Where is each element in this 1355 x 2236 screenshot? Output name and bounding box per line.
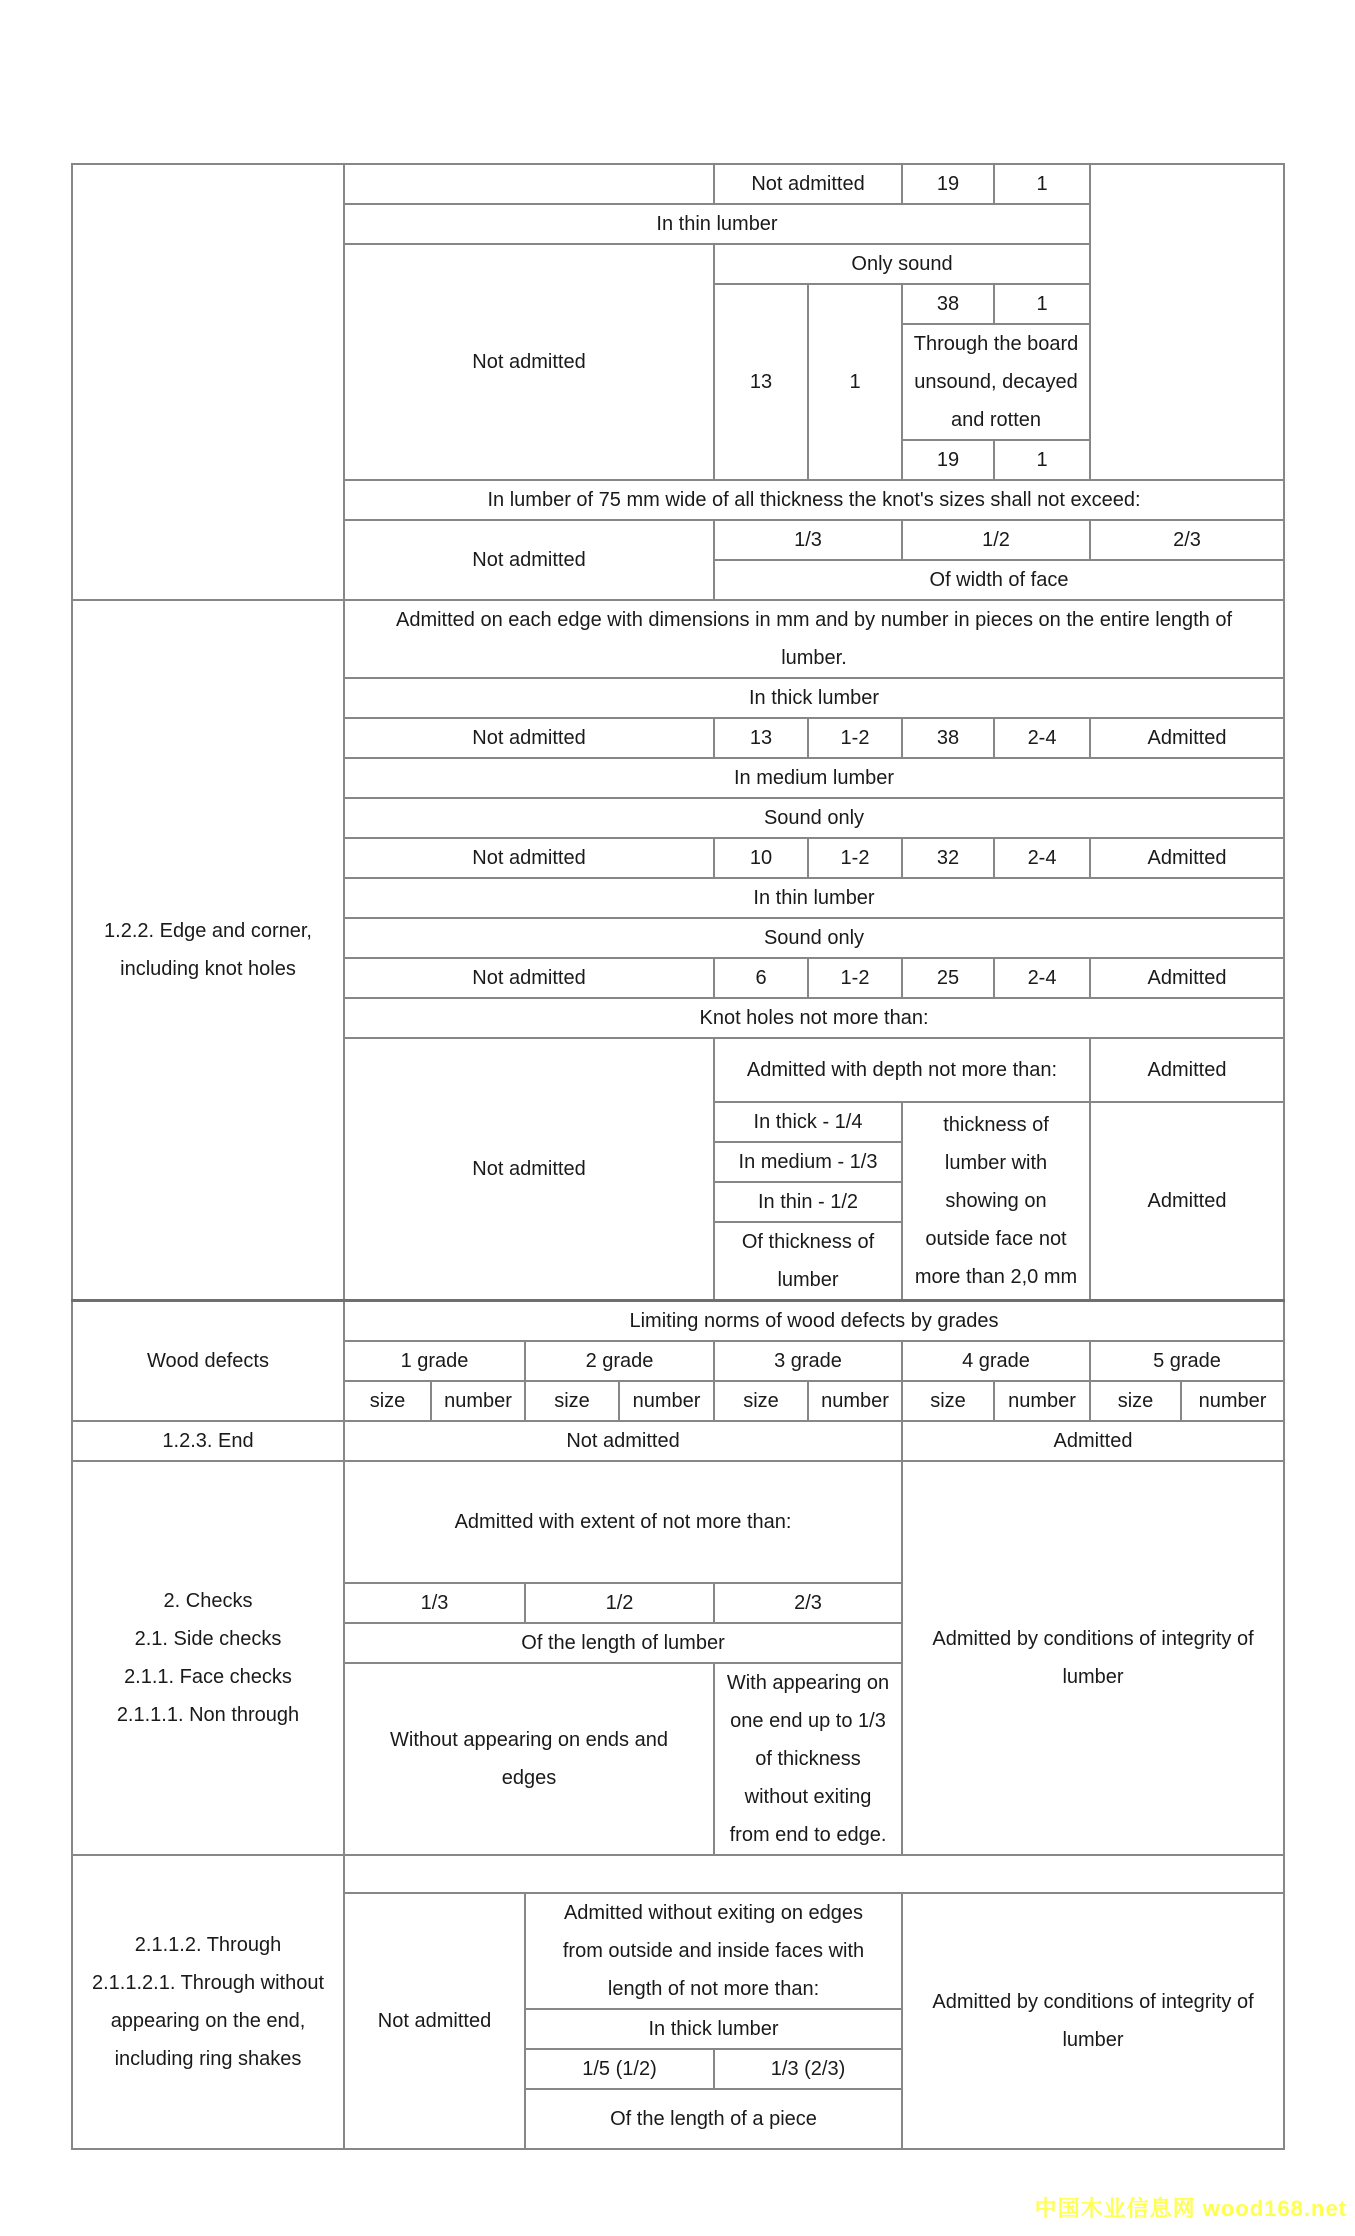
text-line: 2.1.1.2.1. Through without [91,1972,324,1994]
grade4-rotten-number-cell: 1 [994,440,1090,480]
through-intro-cell [525,1893,902,2009]
grade3-fraction-cell: 1/3 [714,520,902,560]
in-thick-lumber-header: In thick lumber [344,678,1284,718]
empty-row-cell [344,1855,1284,1893]
grade5-empty-cell [1090,164,1284,480]
size-header: size [902,1381,994,1421]
number-header: number [1181,1381,1284,1421]
text-line: appearing on the end, [110,2010,306,2032]
text-line: 1.2.2. Edge and corner, [104,920,312,942]
lumber-grading-table-container [71,163,1285,2130]
section-edge-corner-label-cell [72,600,344,1301]
of-thickness-cell [714,1222,902,1301]
text-line: 2.1. Side checks [134,1628,282,1650]
grade3-number-cell: 1-2 [808,718,902,758]
grade4-number-cell: 1 [994,164,1090,204]
note-75mm-cell: In lumber of 75 mm wide of all thickness the knot's sizes shall not exceed: [344,480,1284,520]
grade4-sound-size-cell: 38 [902,284,994,324]
text-line: Admitted on each edge with dimensions in mm and by number in pieces on the entire length of [395,609,1233,631]
text-line: 2. Checks [163,1590,253,1612]
text-line: including ring shakes [114,2048,302,2070]
not-admitted-cell: Not admitted [344,244,714,480]
text-line: 2.1.1.2. Through [134,1934,282,1956]
grade2-fraction-cell: 1/2 [525,1583,714,1623]
edge-corner-intro-cell [344,600,1284,678]
depth-thin-cell: In thin - 1/2 [714,1182,902,1222]
limiting-norms-header: Limiting norms of wood defects by grades [344,1301,1284,1342]
of-width-of-face-cell: Of width of face [714,560,1284,600]
number-header: number [431,1381,525,1421]
text-line: Admitted by conditions of integrity of [932,1628,1254,1650]
grade2-header: 2 grade [525,1341,714,1381]
size-header: size [525,1381,619,1421]
grade4-header: 4 grade [902,1341,1090,1381]
text-line: Admitted without exiting on edges [563,1902,864,1924]
grade3-not-admitted-cell: Not admitted [714,164,902,204]
grade5-admitted-cell: Admitted [1090,958,1284,998]
number-header: number [808,1381,902,1421]
grade4-size-cell: 19 [902,164,994,204]
grade3-number-cell: 1-2 [808,838,902,878]
empty-cell [344,164,714,204]
end-not-admitted-cell: Not admitted [344,1421,902,1461]
text-line: 2.1.1.1. Non through [116,1704,300,1726]
text-line: lumber [1062,1666,1124,1688]
grade3-size-cell: 6 [714,958,808,998]
text-line: With appearing on [726,1672,890,1694]
text-line: edges [501,1767,557,1789]
in-thin-lumber-header: In thin lumber [344,878,1284,918]
grade12-not-admitted-cell: Not admitted [344,1038,714,1301]
grade3-number-cell: 1 [808,284,902,480]
grade5-admitted-cell: Admitted [1090,1038,1284,1102]
in-medium-lumber-header: In medium lumber [344,758,1284,798]
text-line: outside face not [925,1228,1067,1250]
knot-holes-header: Knot holes not more than: [344,998,1284,1038]
grade4-rotten-size-cell: 19 [902,440,994,480]
through-value2-cell: 1/3 (2/3) [714,2049,902,2089]
grade4-number-cell: 2-4 [994,958,1090,998]
text-line: lumber [1062,2029,1124,2051]
grade4-size-cell: 38 [902,718,994,758]
text-line: and rotten [950,409,1042,431]
grade4-size-cell: 32 [902,838,994,878]
grade3-fraction-cell: 2/3 [714,1583,902,1623]
grade4-number-cell: 2-4 [994,718,1090,758]
through-value1-cell: 1/5 (1/2) [525,2049,714,2089]
through-not-admitted-cell: Not admitted [344,1893,525,2149]
grade3-number-cell: 1-2 [808,958,902,998]
sound-only-header: Sound only [344,918,1284,958]
text-line: 2.1.1. Face checks [124,1666,292,1688]
in-thick-lumber-header: In thick lumber [525,2009,902,2049]
lumber-grading-table [71,163,1285,2150]
thickness-note-cell [902,1102,1090,1301]
size-header: size [344,1381,431,1421]
number-header: number [994,1381,1090,1421]
grade12-not-admitted-cell: Not admitted [344,718,714,758]
grade5-admitted-cell: Admitted [1090,718,1284,758]
with-appearing-cell [714,1663,902,1855]
grade1-fraction-cell: 1/3 [344,1583,525,1623]
grade3-size-cell: 13 [714,718,808,758]
only-sound-header: Only sound [714,244,1090,284]
grade3-size-cell: 10 [714,838,808,878]
depth-medium-cell: In medium - 1/3 [714,1142,902,1182]
sound-only-header: Sound only [344,798,1284,838]
grade5-admitted-cell: Admitted [1090,838,1284,878]
grade12-not-admitted-cell: Not admitted [344,958,714,998]
of-length-piece-cell: Of the length of a piece [525,2089,902,2149]
section-through-label-cell [72,1855,344,2149]
text-line: lumber [777,1269,839,1291]
text-line: Admitted by conditions of integrity of [932,1991,1254,2013]
grade4-sound-number-cell: 1 [994,284,1090,324]
wood-defects-label-cell: Wood defects [72,1301,344,1422]
grade1-header: 1 grade [344,1341,525,1381]
through-admitted-cell [902,1893,1284,2149]
size-header: size [1090,1381,1181,1421]
through-board-note-cell [902,324,1090,440]
text-line: Without appearing on ends and [390,1729,668,1751]
depth-note-cell: Admitted with depth not more than: [714,1038,1090,1102]
grade5-fraction-cell: 2/3 [1090,520,1284,560]
not-admitted-cell: Not admitted [344,520,714,600]
grade3-size-cell: 13 [714,284,808,480]
watermark: 中国木业信息网 wood168.net [1034,2196,1347,2221]
text-line: including knot holes [120,958,296,980]
number-header: number [619,1381,714,1421]
section-knots-label-cell [72,164,344,600]
grade4-fraction-cell: 1/2 [902,520,1090,560]
text-line: more than 2,0 mm [914,1266,1078,1288]
text-line: unsound, decayed [914,371,1078,393]
text-line: Through the board [913,333,1079,355]
end-admitted-cell: Admitted [902,1421,1284,1461]
text-line: lumber with [944,1152,1048,1174]
text-line: from end to edge. [729,1824,887,1846]
of-length-lumber-cell: Of the length of lumber [344,1623,902,1663]
grade5-admitted-cell: Admitted [1090,1102,1284,1301]
text-line: thickness of [943,1114,1049,1136]
depth-thick-cell: In thick - 1/4 [714,1102,902,1142]
grade5-header: 5 grade [1090,1341,1284,1381]
text-line: one end up to 1/3 [730,1710,886,1732]
text-line: length of not more than: [607,1978,820,2000]
grade4-number-cell: 2-4 [994,838,1090,878]
grade12-not-admitted-cell: Not admitted [344,838,714,878]
text-line: showing on [945,1190,1047,1212]
section-checks-label-cell [72,1461,344,1855]
grade4-size-cell: 25 [902,958,994,998]
text-line: without exiting [744,1786,872,1808]
text-line: from outside and inside faces with [562,1940,865,1962]
text-line: lumber. [781,647,847,669]
section-end-label-cell: 1.2.3. End [72,1421,344,1461]
grade3-header: 3 grade [714,1341,902,1381]
checks-admitted-cell [902,1461,1284,1855]
size-header: size [714,1381,808,1421]
without-appearing-cell [344,1663,714,1855]
extent-note-cell: Admitted with extent of not more than: [344,1461,902,1583]
in-thin-lumber-header: In thin lumber [344,204,1090,244]
text-line: Of thickness of [741,1231,875,1253]
text-line: of thickness [755,1748,861,1770]
